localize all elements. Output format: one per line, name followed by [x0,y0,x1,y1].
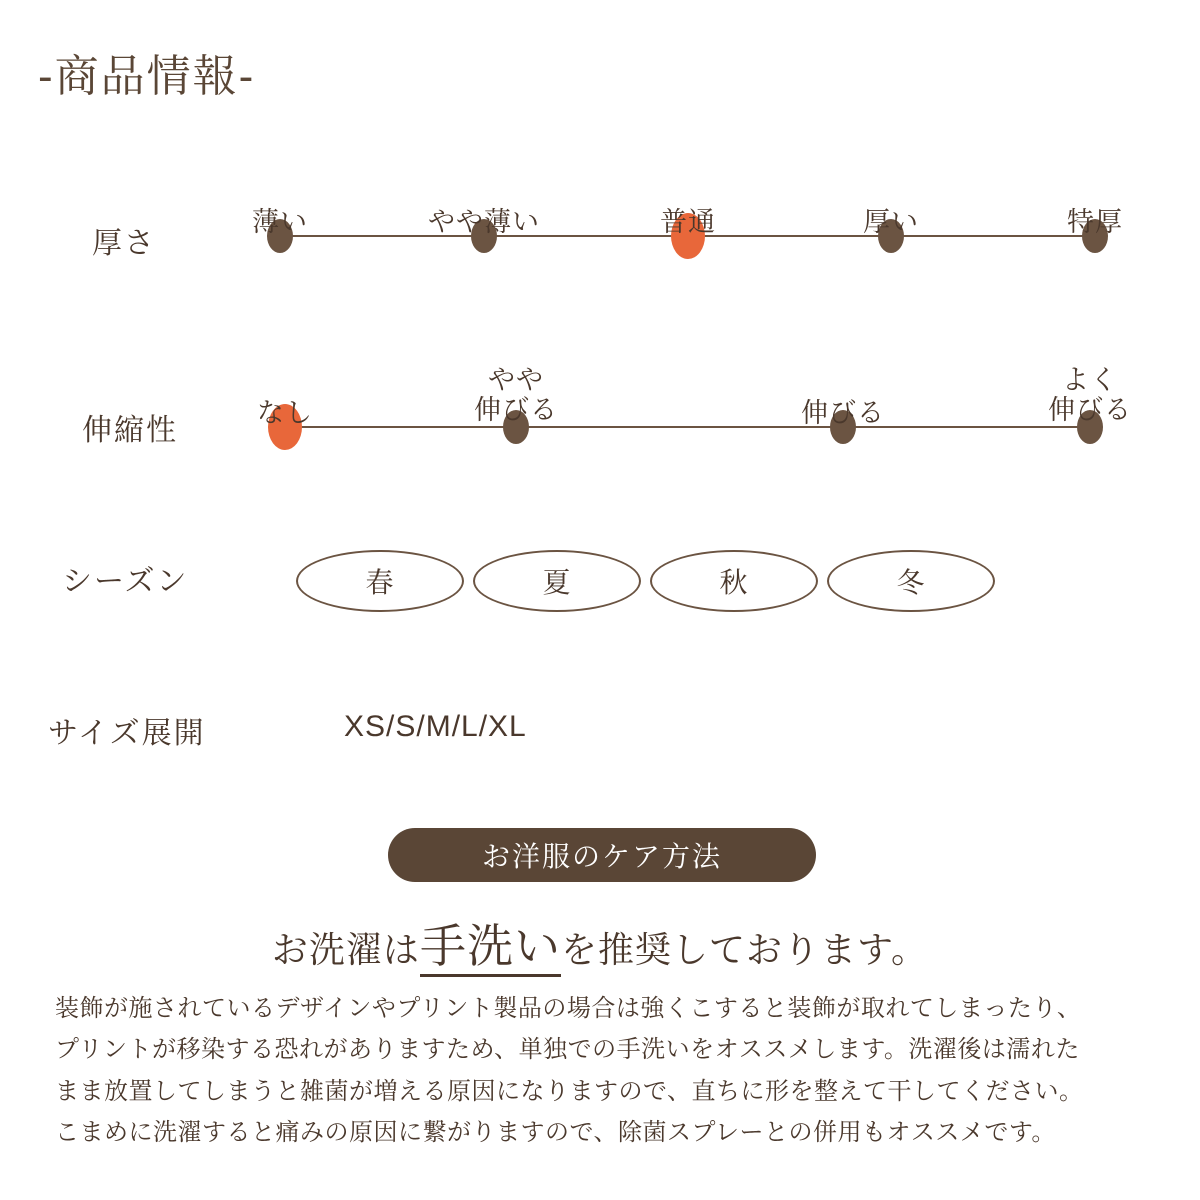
season-option-label: 春 [365,567,395,598]
season-option[interactable] [650,550,818,612]
scale-track [285,426,1090,428]
scale-node-label: 普通 [660,207,716,237]
care-body-line: まま放置してしまうと雑菌が増える原因になりますので、直ちに形を整えて干してください。 [55,1077,1084,1105]
scale-node-label: 伸びる [801,398,885,428]
care-body-line: こまめに洗濯すると痛みの原因に繋がりますので、除菌スプレーとの併用もオススメです。 [55,1118,1056,1146]
size-value: XS/S/M/L/XL [344,710,527,743]
scale-node-label: やや 伸びる [474,365,558,426]
scale-node-label: やや薄い [428,207,540,237]
scale-node-label: 特厚 [1067,207,1123,237]
care-method-pill: お洋服のケア方法 [388,828,816,882]
season-option-label: 秋 [719,567,749,598]
season-row [0,520,1200,640]
scale-row [0,330,1200,470]
scale-node-label: よく 伸びる [1048,365,1132,426]
care-body-line: プリントが移染する恐れがありますため、単独での手洗いをオススメします。洗濯後は濡れた [55,1036,1080,1064]
season-option-label: 冬 [896,567,926,598]
care-headline-pre: お洗濯は [271,929,420,970]
scale-row [0,160,1200,300]
scale-row-label: 厚さ [92,227,156,260]
care-headline-emphasis: 手洗い [420,920,561,977]
care-body-line: 装飾が施されているデザインやプリント製品の場合は強くこすると装飾が取れてしまったり、 [55,995,1082,1022]
scale-node-label: なし [257,398,313,428]
size-label: サイズ展開 [48,717,206,750]
scale-node-label: 厚い [863,207,919,237]
scale-row-label: 伸縮性 [82,414,178,447]
season-option[interactable] [296,550,464,612]
season-option[interactable] [473,550,641,612]
season-option[interactable] [827,550,995,612]
care-headline [0,910,1200,976]
care-headline-post: を推奨しております。 [560,929,929,970]
season-option-label: 夏 [542,567,572,598]
scale-node-label: 薄い [252,207,308,237]
care-body-text [55,988,1147,1153]
page-title: -商品情報- [38,52,256,101]
season-label: シーズン [62,565,189,598]
